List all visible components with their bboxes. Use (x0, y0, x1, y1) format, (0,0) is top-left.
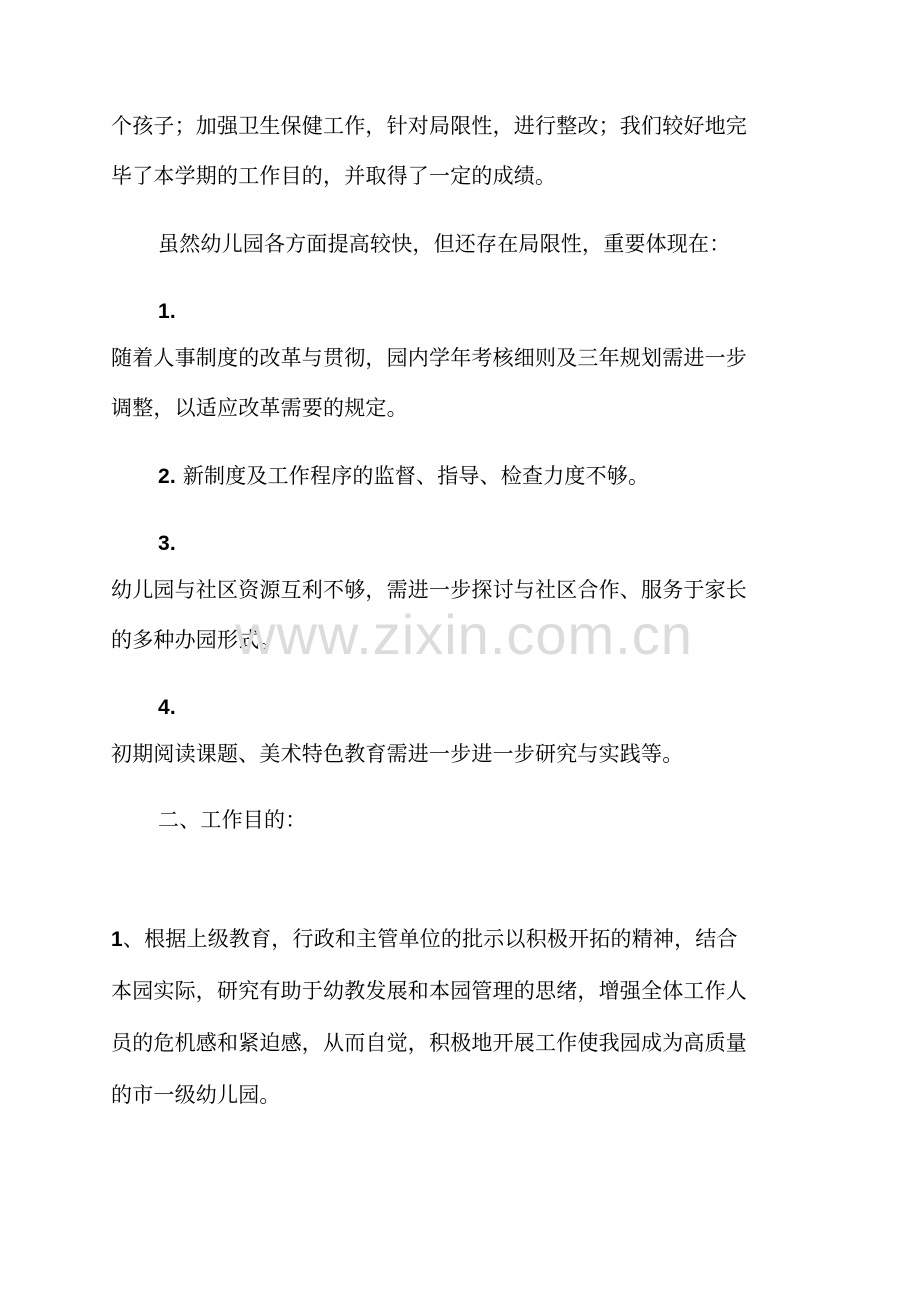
goal-item (111, 925, 738, 954)
paragraph-line: 随着人事制度的改革与贯彻，园内学年考核细则及三年规划需进一步 (111, 346, 747, 370)
paragraph-line: 个孩子；加强卫生保健工作，针对局限性，进行整改；我们较好地完 (111, 114, 747, 138)
paragraph-line: 本园实际，研究有助于幼教发展和本园管理的思绪，增强全体工作人 (111, 979, 747, 1003)
paragraph-line: 毕了本学期的工作目的，并取得了一定的成绩。 (111, 164, 557, 188)
paragraph-line: 的多种办园形式。 (111, 628, 281, 652)
list-item (158, 462, 649, 491)
problems-intro: 虽然幼儿园各方面提高较快，但还存在局限性，重要体现在： (158, 232, 731, 256)
item-number: 3. (158, 532, 176, 555)
item-number: 1 (111, 928, 123, 951)
paragraph-line: 幼儿园与社区资源互利不够，需进一步探讨与社区合作、服务于家长 (111, 578, 747, 602)
item-number: 1. (158, 300, 176, 323)
paragraph-line: 、根据上级教育，行政和主管单位的批示以积极开拓的精神，结合 (122, 927, 738, 951)
paragraph-line: 调整，以适应改革需要的规定。 (111, 396, 408, 420)
item-number: 2. (158, 465, 176, 488)
watermark: www.zixin.com.cn (235, 603, 693, 666)
section-heading: 二、工作目的： (158, 808, 307, 832)
item-number: 4. (158, 696, 176, 719)
paragraph-line: 员的危机感和紧迫感，从而自觉，积极地开展工作使我园成为高质量 (111, 1031, 747, 1055)
paragraph-line: 的市一级幼儿园。 (111, 1083, 281, 1107)
paragraph-line: 初期阅读课题、美术特色教育需进一步进一步研究与实践等。 (111, 742, 684, 766)
item-text: 新制度及工作程序的监督、指导、检查力度不够。 (182, 464, 650, 488)
